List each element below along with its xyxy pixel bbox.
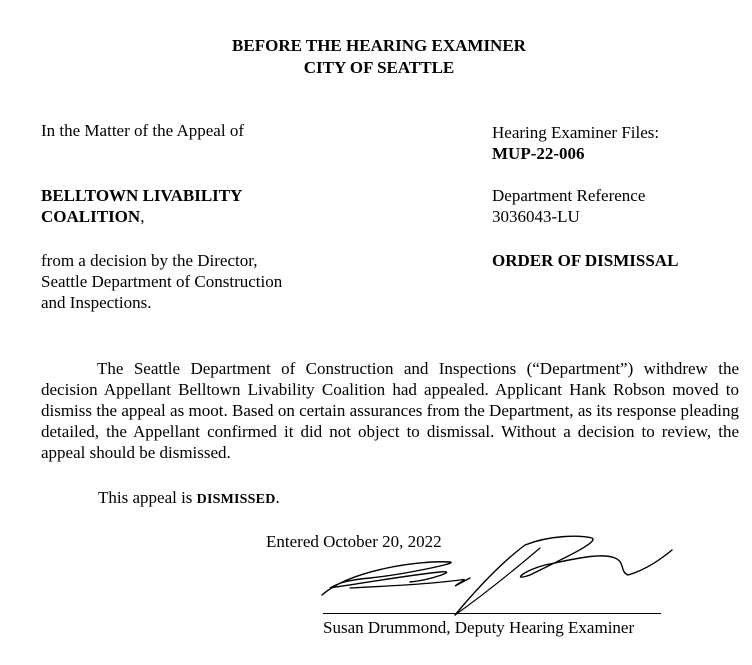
signature-line [323, 613, 661, 614]
matter-label: In the Matter of the Appeal of [41, 121, 244, 140]
appellant-suffix: , [140, 207, 145, 226]
handwritten-signature [310, 520, 690, 620]
files-number: MUP-22-006 [492, 144, 585, 163]
appellant-line-2 [41, 206, 341, 227]
appellant-line-1: BELLTOWN LIVABILITY [41, 186, 243, 205]
header-line-2: CITY OF SEATTLE [303, 58, 455, 77]
dept-ref-block [492, 185, 742, 227]
header-line-1: BEFORE THE HEARING EXAMINER [232, 36, 526, 55]
dismiss-prefix: This appeal is [98, 488, 197, 507]
dept-ref-label: Department Reference [492, 186, 646, 205]
order-title: ORDER OF DISMISSAL [492, 251, 679, 270]
from-line-1: from a decision by the Director, [41, 251, 258, 270]
document-header [0, 35, 752, 79]
files-block [492, 122, 742, 164]
dismiss-word: DISMISSED [196, 492, 276, 507]
files-label: Hearing Examiner Files: [492, 123, 660, 142]
entered-date: Entered October 20, 2022 [266, 532, 442, 551]
dismiss-suffix: . [275, 488, 280, 507]
order-paragraph: The Seattle Department of Construction and Inspections (“Department”) withdrew the decision Appellant Belltown Livability Coalition had appealed. Applicant Hank Robson moved to dismiss the appeal as moot. Based on certain assurances from the Department, as its response pleading detailed, the Appellant confirmed it did not object to dismissal. Without a decision to review, the appeal should be dismissed. [41, 359, 739, 462]
dept-ref-number: 3036043-LU [492, 207, 580, 226]
signer-name: Susan Drummond, Deputy Hearing Examiner [323, 618, 635, 637]
from-line-2: Seattle Department of Construction [41, 272, 283, 291]
dismissal-statement [98, 487, 280, 510]
appellant-name [41, 185, 341, 227]
appellant-line-2-text: COALITION [41, 207, 141, 226]
from-line-3: and Inspections. [41, 293, 152, 312]
decision-from [41, 250, 341, 313]
